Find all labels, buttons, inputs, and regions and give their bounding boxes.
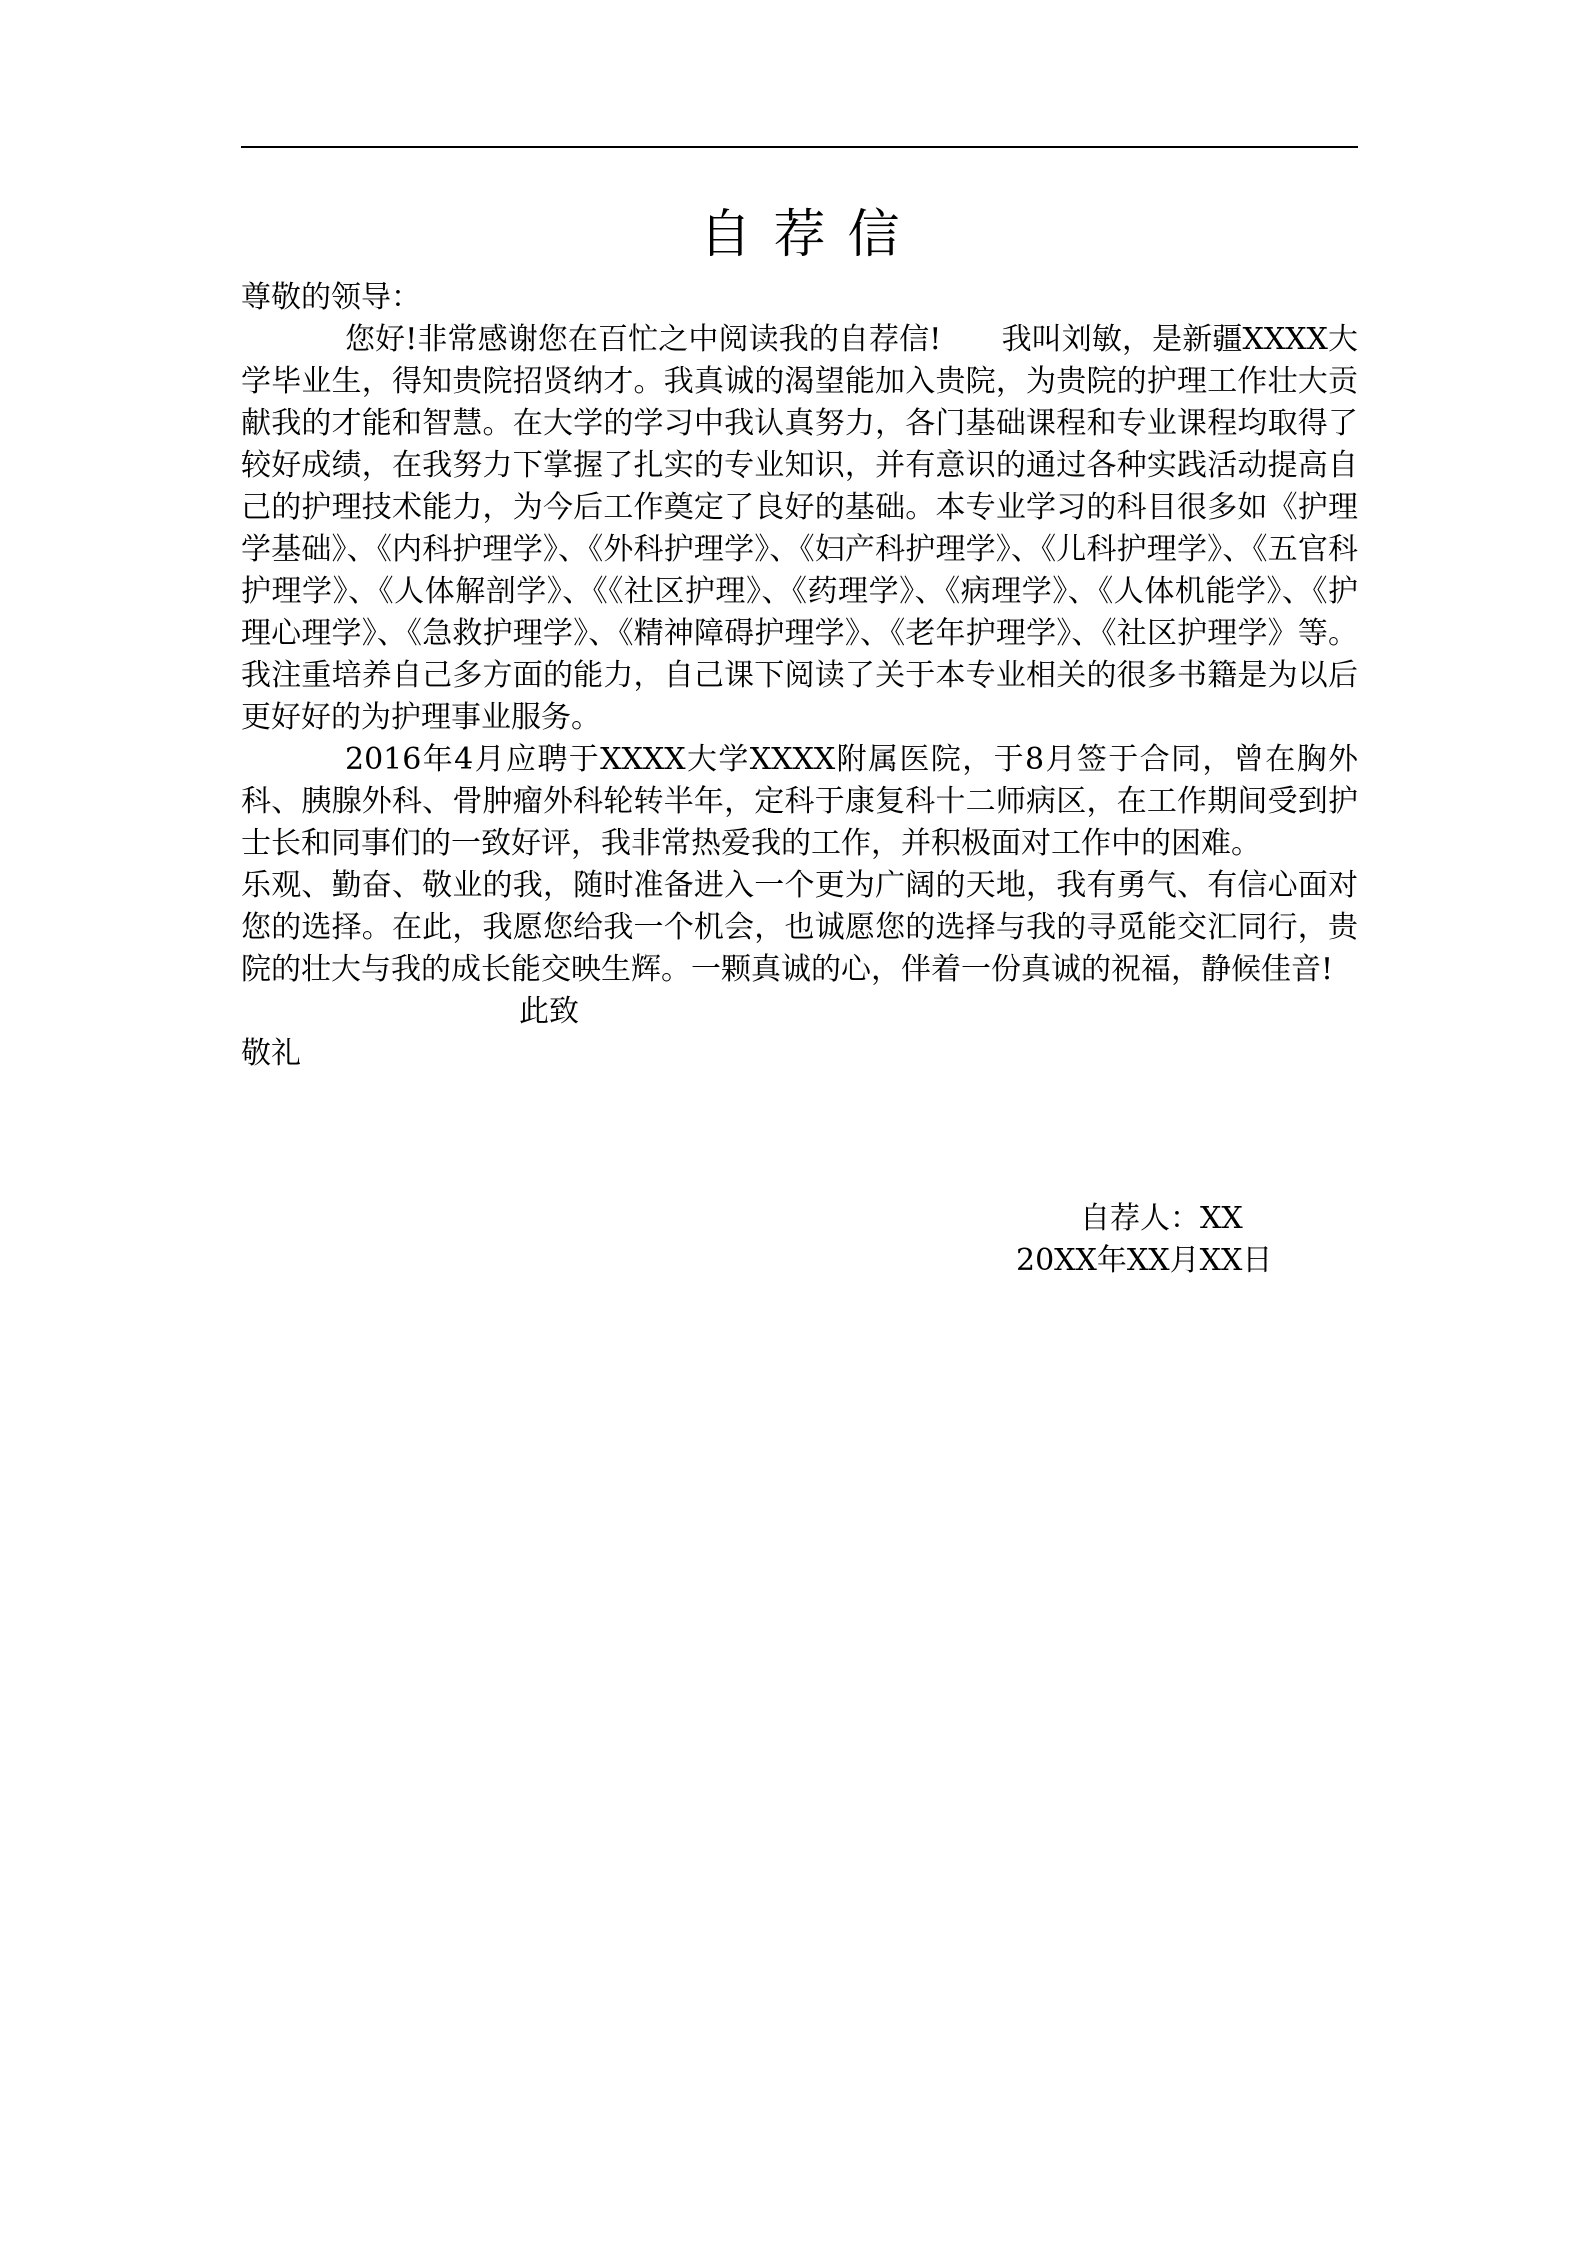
salutation: 尊敬的领导： — [241, 280, 421, 315]
letter-body — [241, 277, 1358, 1075]
paragraph-conclusion: 乐观、勤奋、敬业的我，随时准备进入一个更为广阔的天地，我有勇气、有信心面对您的选择。在此，我愿您给我一个机会，也诚愿您的选择与我的寻觅能交汇同行，贵院的壮大与我的成长能交映生辉。一颗真诚的心，伴着一份真诚的祝福，静候佳音! — [241, 868, 1358, 987]
paragraph-introduction: 您好!非常感谢您在百忙之中阅读我的自荐信! 我叫刘敏，是新疆XXXX大学毕业生，得知贵院招贤纳才。我真诚的渴望能加入贵院，为贵院的护理工作壮大贡献我的才能和智慧。在大学的学习中我认真努力，各门基础课程和专业课程均取得了较好成绩，在我努力下掌握了扎实的专业知识，并有意识的通过各种实践活动提高自己的护理技术能力，为今后工作奠定了良好的基础。本专业学习的科目很多如《护理学基础》、《内科护理学》、《外科护理学》、《妇产科护理学》、《儿科护理学》、《五官科护理学》、《人体解剖学》、《《社区护理》、《药理学》、《病理学》、《人体机能学》、《护理心理学》、《急救护理学》、《精神障碍护理学》、《老年护理学》、《社区护理学》等。我注重培养自己多方面的能力，自己课下阅读了关于本专业相关的很多书籍是为以后更好好的为护理事业服务。 — [241, 322, 1358, 735]
closing-regards: 敬礼 — [241, 1036, 301, 1071]
document-title: 自荐信 — [699, 205, 922, 265]
signature-date: 20XX年XX月XX日 — [1016, 1243, 1273, 1278]
closing-greeting: 此致 — [519, 994, 579, 1029]
signature-name: 自荐人：XX — [1080, 1201, 1243, 1236]
header-rule — [241, 146, 1358, 148]
paragraph-work-experience: 2016年4月应聘于XXXX大学XXXX附属医院，于8月签于合同，曾在胸外科、胰腺外科、骨肿瘤外科轮转半年，定科于康复科十二师病区，在工作期间受到护士长和同事们的一致好评，我非常热爱我的工作，并积极面对工作中的困难。 — [241, 742, 1358, 861]
